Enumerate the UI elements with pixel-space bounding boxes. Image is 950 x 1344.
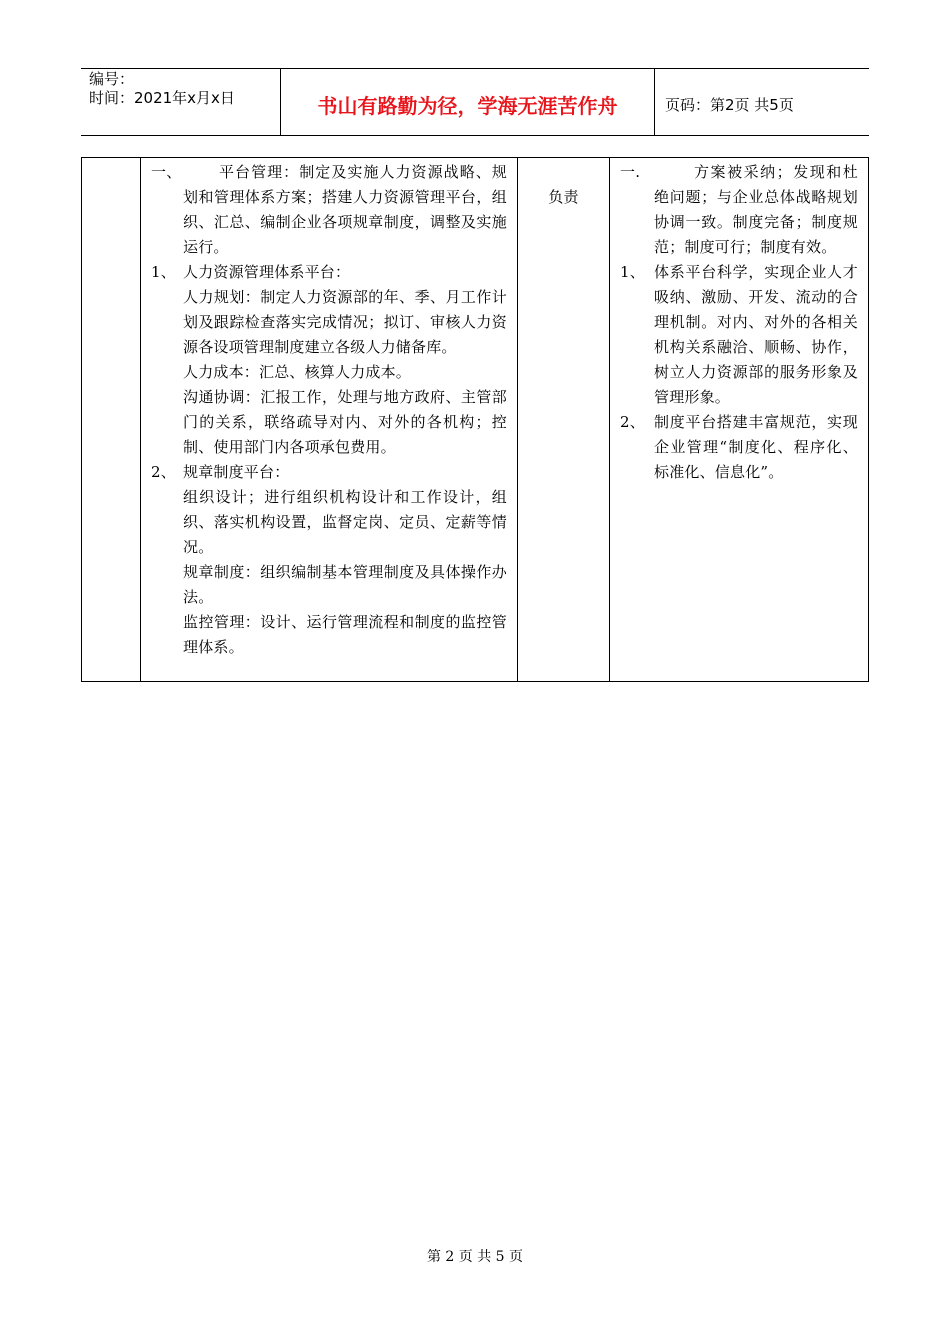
item-number: 一、 bbox=[151, 163, 182, 181]
sub-paragraph: 沟通协调：汇报工作，处理与地方政府、主管部门的关系，联络疏导对内、对外的各机构；控制、使用部门内各项承包费用。 bbox=[183, 388, 507, 456]
item-number: 一. bbox=[620, 163, 641, 181]
header-page-label: 页码：第2页 共5页 bbox=[665, 95, 794, 114]
item-text: 规章制度平台： bbox=[183, 463, 290, 481]
item-text: 人力资源管理体系平台： bbox=[183, 263, 351, 281]
list-item bbox=[620, 260, 858, 410]
content-table bbox=[81, 157, 869, 682]
header-info-cell bbox=[81, 69, 281, 135]
sub-paragraph: 监控管理：设计、运行管理流程和制度的监控管理体系。 bbox=[183, 613, 507, 656]
item-text: 平台管理：制定及实施人力资源战略、规划和管理体系方案；搭建人力资源管理平台，组织、汇总、编制企业各项规章制度，调整及实施运行。 bbox=[183, 163, 507, 256]
time-label: 时间：2021年x月x日 bbox=[89, 89, 235, 107]
list-item bbox=[620, 410, 858, 485]
item-text: 体系平台科学，实现企业人才吸纳、激励、开发、流动的合理机制。对内、对外的各相关机构关系融洽、顺畅、协作，树立人力资源部的服务形象及管理形象。 bbox=[654, 263, 858, 406]
sub-paragraph: 人力规划：制定人力资源部的年、季、月工作计划及跟踪检查落实完成情况；拟订、审核人力资源各设项管理制度建立各级人力储备库。 bbox=[183, 288, 507, 356]
sub-paragraph: 组织设计；进行组织机构设计和工作设计，组织、落实机构设置，监督定岗、定员、定薪等情况。 bbox=[183, 488, 507, 556]
role-label: 负责 bbox=[548, 188, 579, 206]
list-item bbox=[151, 160, 507, 260]
sub-paragraph: 规章制度：组织编制基本管理制度及具体操作办法。 bbox=[183, 563, 507, 606]
page-header bbox=[81, 68, 869, 136]
page-footer: 第 2 页 共 5 页 bbox=[426, 1249, 524, 1265]
item-text: 方案被采纳；发现和杜绝问题；与企业总体战略规划协调一致。制度完备；制度规范；制度可行；制度有效。 bbox=[654, 163, 858, 256]
number-label: 编号： bbox=[89, 70, 135, 88]
table-col-empty bbox=[82, 158, 141, 681]
list-item bbox=[620, 160, 858, 260]
table-col-duties bbox=[141, 158, 518, 681]
item-number: 1、 bbox=[151, 263, 176, 281]
item-number: 2、 bbox=[620, 413, 645, 431]
item-text: 制度平台搭建丰富规范，实现企业管理“制度化、程序化、标准化、信息化”。 bbox=[654, 413, 858, 481]
table-col-standards bbox=[610, 158, 868, 681]
list-item bbox=[151, 460, 507, 485]
item-number: 2、 bbox=[151, 463, 176, 481]
sub-paragraph: 人力成本：汇总、核算人力成本。 bbox=[183, 363, 412, 381]
table-col-role bbox=[518, 158, 610, 681]
list-item bbox=[151, 260, 507, 285]
item-number: 1、 bbox=[620, 263, 645, 281]
header-motto: 书山有路勤为径，学海无涯苦作舟 bbox=[281, 69, 655, 135]
